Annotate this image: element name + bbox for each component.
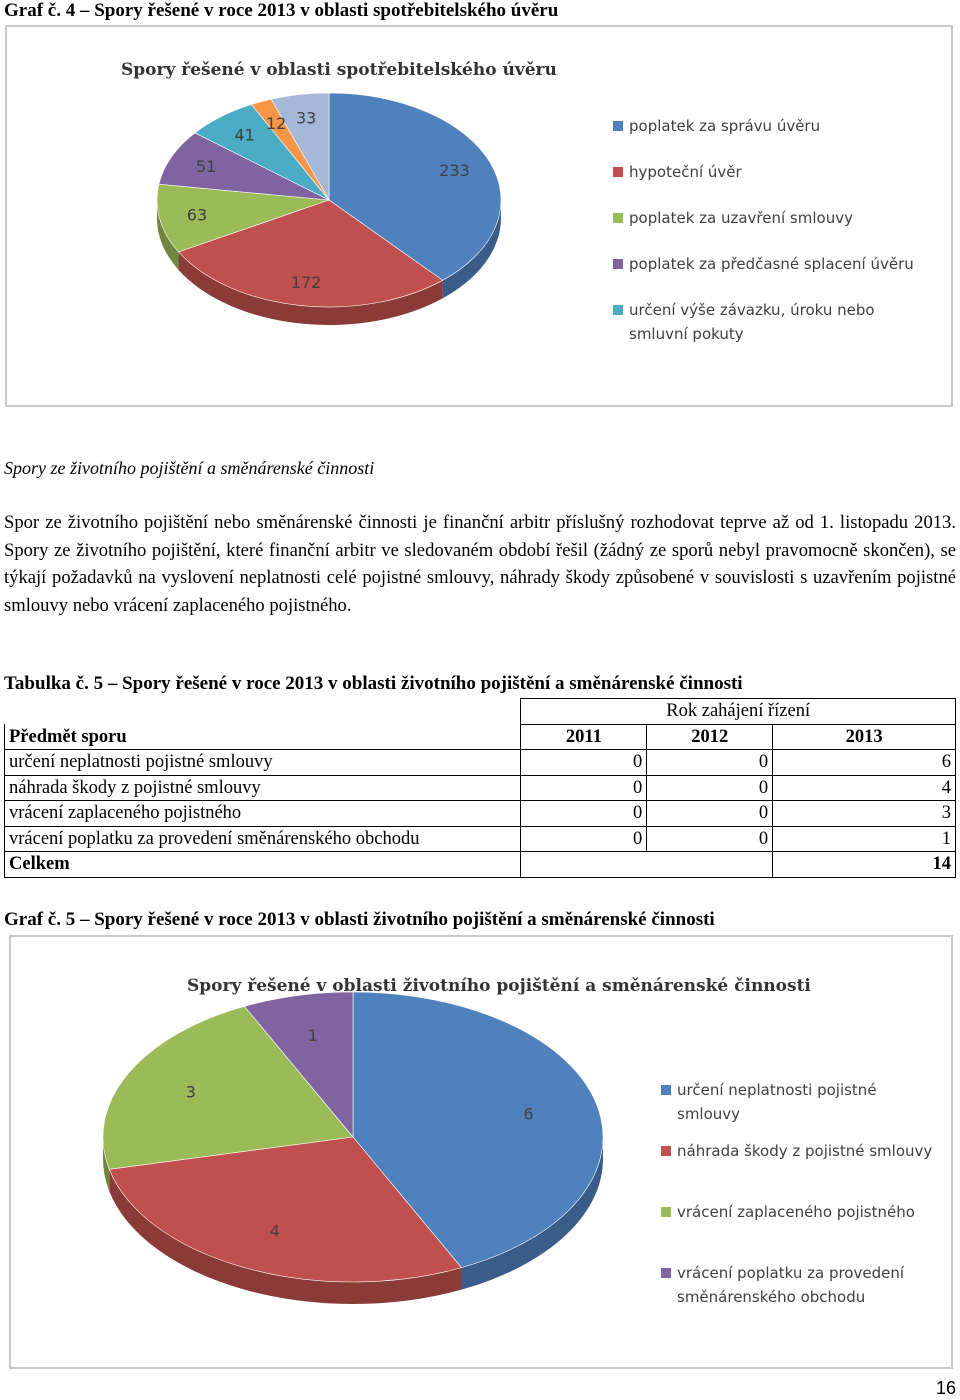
graph4-chart	[5, 25, 953, 407]
table-row-label: určení neplatnosti pojistné smlouvy	[5, 750, 521, 776]
legend-label: smluvní pokuty	[629, 325, 744, 343]
legend-label: poplatek za předčasné splacení úvěru	[629, 255, 914, 273]
pie-data-label: 12	[265, 113, 287, 133]
graph4-caption: Graf č. 4 – Spory řešené v roce 2013 v oblasti spotřebitelského úvěru	[4, 0, 559, 21]
table-header-row-1	[5, 699, 956, 725]
table-total-label: Celkem	[5, 852, 521, 878]
section-heading: Spory ze životního pojištění a směnárenské činnosti	[4, 458, 375, 478]
chart-title: Spory řešené v oblasti spotřebitelského úvěru	[121, 60, 557, 80]
table-cell: 3	[773, 801, 956, 827]
legend-label: hypoteční úvěr	[629, 163, 742, 181]
pie-data-label: 6	[523, 1104, 534, 1124]
legend-swatch	[661, 1207, 671, 1217]
legend-label: vrácení poplatku za provedení	[677, 1264, 905, 1282]
pie-data-label: 33	[295, 108, 317, 128]
table-cell: 0	[647, 750, 773, 776]
table-row-label: náhrada škody z pojistné smlouvy	[5, 775, 521, 801]
table-row-label: vrácení poplatku za provedení směnárenského obchodu	[5, 826, 521, 852]
chart-title: Spory řešené v oblasti životního pojištění a směnárenské činnosti	[187, 976, 811, 996]
legend-label: smlouvy	[677, 1105, 741, 1123]
table-cell: 0	[521, 801, 647, 827]
table-row	[5, 801, 956, 827]
graph5-caption: Graf č. 5 – Spory řešené v roce 2013 v oblasti životního pojištění a směnárenské činnosti	[4, 909, 715, 930]
table-year-header: 2011	[521, 724, 647, 750]
table-cell: 6	[773, 750, 956, 776]
table-cell: 0	[521, 826, 647, 852]
table-total-value: 14	[773, 852, 956, 878]
pie-data-label: 41	[234, 125, 255, 145]
legend-label: směnárenského obchodu	[677, 1288, 866, 1306]
legend-swatch	[613, 259, 623, 269]
table-total-row	[5, 852, 956, 878]
pie-data-label: 172	[290, 272, 322, 292]
legend-label: náhrada škody z pojistné smlouvy	[677, 1142, 933, 1160]
table-cell: 0	[647, 775, 773, 801]
legend-label: určení výše závazku, úroku nebo	[629, 301, 875, 319]
legend-swatch	[661, 1268, 671, 1278]
pie-data-label: 1	[307, 1025, 319, 1045]
table-cell: 0	[647, 826, 773, 852]
legend-label: určení neplatnosti pojistné	[677, 1081, 877, 1099]
table-row-label: vrácení zaplaceného pojistného	[5, 801, 521, 827]
graph5-pie-svg	[11, 937, 951, 1367]
pie-data-label: 4	[269, 1221, 280, 1241]
legend-swatch	[613, 213, 623, 223]
table5	[4, 698, 956, 878]
legend-label: poplatek za uzavření smlouvy	[629, 209, 853, 227]
table-cell: 1	[773, 826, 956, 852]
table-cell: 0	[647, 801, 773, 827]
table-row	[5, 826, 956, 852]
table-cell: 4	[773, 775, 956, 801]
pie-data-label: 63	[186, 205, 208, 225]
table-year-header: 2013	[773, 724, 956, 750]
table-row	[5, 750, 956, 776]
page-number: 16	[935, 1378, 956, 1398]
table-header-row-2	[5, 724, 956, 750]
pie-data-label: 51	[195, 157, 217, 177]
table-total-empty	[521, 852, 773, 878]
table-cell: 0	[521, 750, 647, 776]
table-group-header: Rok zahájení řízení	[521, 699, 956, 725]
legend-swatch	[613, 167, 623, 177]
legend-swatch	[661, 1146, 671, 1156]
legend-swatch	[661, 1085, 671, 1095]
pie-data-label: 233	[439, 161, 470, 181]
pie-data-label: 3	[185, 1082, 196, 1102]
legend-swatch	[613, 305, 623, 315]
table-cell: 0	[521, 775, 647, 801]
table5-caption: Tabulka č. 5 – Spory řešené v roce 2013 v oblasti životního pojištění a směnárenské činnosti	[4, 673, 743, 694]
table-subject-header: Předmět sporu	[5, 724, 521, 750]
legend-label: poplatek za správu úvěru	[629, 117, 821, 135]
graph5-chart	[9, 935, 953, 1369]
table-year-header: 2012	[647, 724, 773, 750]
table-blank-cell	[5, 699, 521, 725]
legend-swatch	[613, 121, 623, 131]
section-paragraph: Spor ze životního pojištění nebo směnárenské činnosti je finanční arbitr příslušný rozhodovat teprve až od 1. listopadu 2013. Spory ze životního pojištění, které finanční arbitr ve sledovaném období řešil (žádný ze sporů nebyl pravomocně skončen), se týkají požadavků na vyslovení neplatnosti celé pojistné smlouvy, náhrady škody způsobené v souvislosti s uzavřením pojistné smlouvy nebo vrácení zaplaceného pojistného.	[4, 512, 956, 616]
graph4-pie-svg	[7, 27, 951, 405]
legend-label: vrácení zaplaceného pojistného	[677, 1203, 915, 1221]
table-row	[5, 775, 956, 801]
